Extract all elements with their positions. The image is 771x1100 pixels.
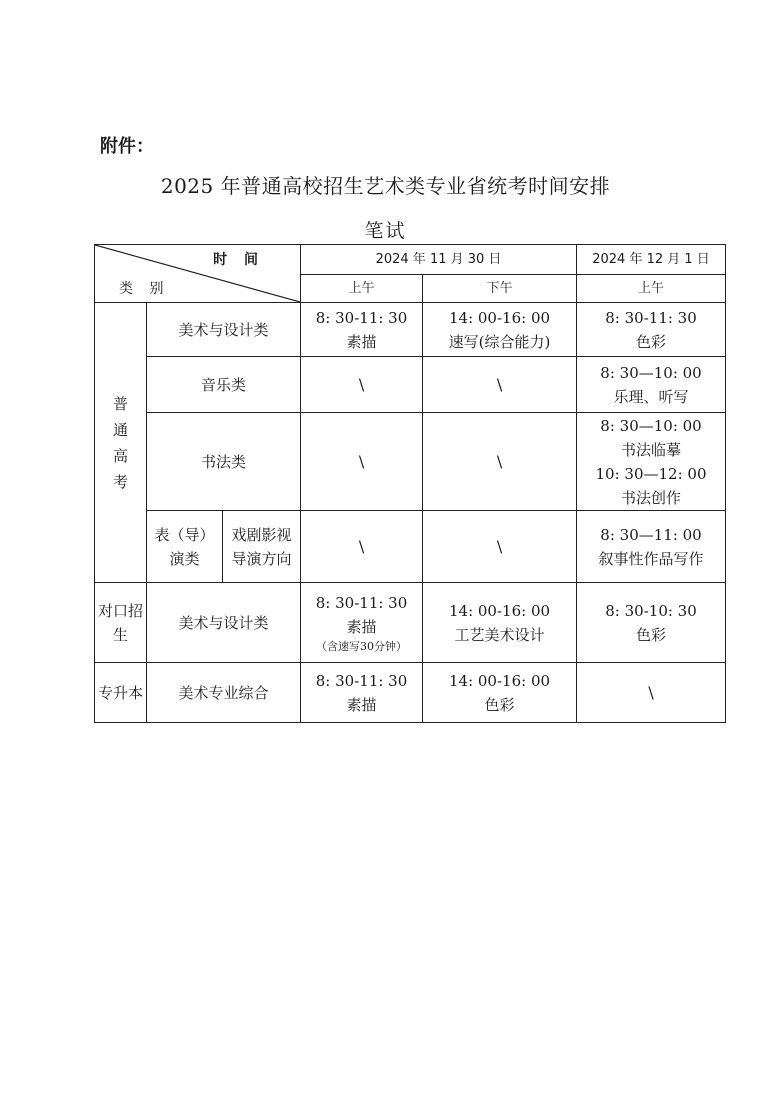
subject-text: 叙事性作品写作 (598, 549, 704, 568)
empty-cell: \ (577, 663, 726, 723)
subject-text: 速写(综合能力) (448, 332, 551, 351)
subject-text: 色彩 (636, 332, 667, 351)
subject-text: 书法创作 (621, 488, 682, 507)
corner-time-label: 时 间 (213, 252, 265, 268)
category-label: 音乐类 (147, 357, 301, 413)
page-title: 2025 年普通高校招生艺术类专业省统考时间安排 (160, 174, 611, 198)
table-row (95, 357, 726, 413)
schedule-cell (301, 663, 423, 723)
time-text: 8: 30—10: 00 (600, 363, 702, 382)
time-text: 14: 00-16: 00 (448, 601, 551, 620)
table-row (95, 413, 726, 511)
group-label-char: 高 (112, 446, 128, 465)
time-text: 8: 30-11: 30 (315, 308, 408, 327)
schedule-cell (577, 511, 726, 583)
time-text: 14: 00-16: 00 (448, 671, 551, 690)
group-label-zhuanshengben: 专升本 (95, 663, 147, 723)
category-label: 美术与设计类 (147, 583, 301, 663)
subject-note: （含速写30分钟） (316, 639, 408, 653)
group-label-duikou: 对口招生 (95, 583, 147, 663)
date-header: 2024 年 11 月 30 日 (301, 245, 577, 275)
subject-text: 书法临摹 (621, 440, 682, 459)
schedule-cell (423, 303, 577, 357)
category-sublabel: 戏剧影视导演方向 (223, 511, 301, 583)
group-label-char: 通 (112, 420, 128, 439)
category-label: 美术与设计类 (147, 303, 301, 357)
time-text: 8: 30-11: 30 (315, 671, 408, 690)
schedule-cell (577, 303, 726, 357)
empty-cell: \ (301, 357, 423, 413)
table-row (95, 583, 726, 663)
period-header: 上午 (301, 275, 423, 303)
subject-text: 素描 (346, 332, 377, 351)
subject-text: 乐理、听写 (613, 387, 689, 406)
period-header: 下午 (423, 275, 577, 303)
empty-cell: \ (301, 413, 423, 511)
time-text: 8: 30-10: 30 (605, 601, 697, 620)
empty-cell: \ (423, 413, 577, 511)
subject-text: 素描 (346, 695, 377, 714)
time-text: 8: 30-11: 30 (605, 308, 697, 327)
period-header: 上午 (577, 275, 726, 303)
table-row (95, 245, 726, 275)
time-text: 14: 00-16: 00 (448, 308, 551, 327)
attachment-label: 附件： (100, 136, 154, 157)
schedule-cell (577, 583, 726, 663)
subject-text: 色彩 (636, 625, 667, 644)
schedule-cell (301, 303, 423, 357)
subject-text: 色彩 (484, 695, 515, 714)
time-text: 8: 30-11: 30 (315, 593, 408, 612)
schedule-cell (301, 583, 423, 663)
group-label-char: 考 (112, 472, 128, 491)
date-header: 2024 年 12 月 1 日 (577, 245, 726, 275)
group-label-text (97, 391, 144, 495)
subject-text: 工艺美术设计 (454, 625, 545, 644)
empty-cell: \ (423, 511, 577, 583)
schedule-cell (577, 413, 726, 511)
category-label: 表（导）演类 (147, 511, 223, 583)
time-text: 8: 30—11: 00 (600, 525, 702, 544)
group-label-putong (95, 303, 147, 583)
schedule-cell (423, 663, 577, 723)
empty-cell: \ (423, 357, 577, 413)
category-label: 美术专业综合 (147, 663, 301, 723)
table-row (95, 303, 726, 357)
schedule-table (94, 244, 726, 723)
category-label: 书法类 (147, 413, 301, 511)
empty-cell: \ (301, 511, 423, 583)
corner-category-label: 类 别 (119, 281, 170, 297)
table-row (95, 663, 726, 723)
table-row (95, 511, 726, 583)
header-corner-cell (95, 245, 301, 303)
time-text: 10: 30—12: 00 (595, 464, 707, 483)
page-subtitle: 笔试 (364, 220, 407, 242)
schedule-cell (577, 357, 726, 413)
subject-text: 素描 (346, 617, 377, 636)
schedule-cell (423, 583, 577, 663)
time-text: 8: 30—10: 00 (600, 416, 702, 435)
group-label-char: 普 (112, 394, 128, 413)
